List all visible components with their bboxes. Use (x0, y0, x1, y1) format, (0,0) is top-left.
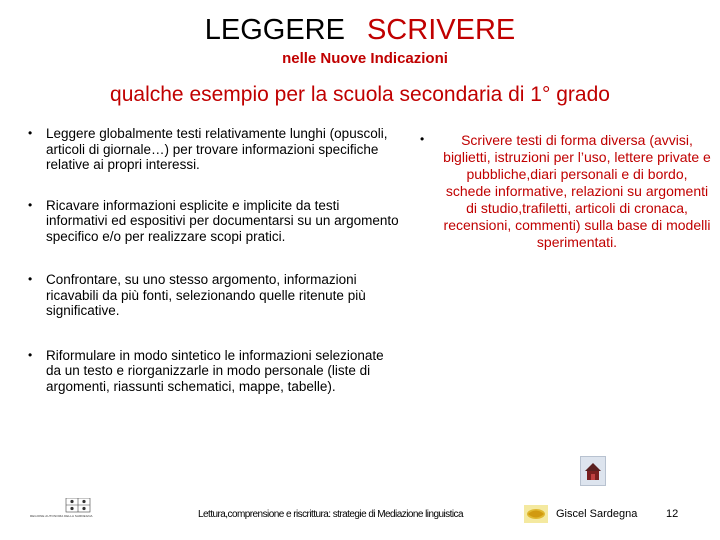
writing-objectives-list (412, 132, 712, 251)
bullet: • (28, 347, 33, 362)
list-item-text: Confrontare, su uno stesso argomento, informazioni ricavabili da più fonti, selezionando quelle ritenute più significative. (46, 272, 366, 318)
reading-objectives-list (22, 126, 402, 394)
home-icon (581, 457, 605, 485)
logo-caption: REGIONE AUTONOMA DELLA SARDEGNA (30, 514, 93, 518)
list-item-text: Ricavare informazioni esplicite e implicite da testi informativi ed espositivi per documentarsi su un argomento specifico e/o per realizzare scopi pratici. (46, 197, 399, 244)
bullet: • (28, 272, 33, 286)
giscel-emblem (524, 505, 548, 523)
list-item-text: Leggere globalmente testi relativamente lunghi (opuscoli, articoli di giornale…) per trovare informazioni specifiche relative ai propri interessi. (46, 126, 388, 172)
list-item (22, 348, 402, 395)
footer-title: Lettura,comprensione e riscrittura: strategie di Mediazione linguistica (198, 509, 463, 520)
list-item-text: Riformulare in modo sintetico le informazioni selezionate da un testo e riorganizzarle in modo personale (liste di argomenti, riassunti schematici, mappe, tabelle). (46, 347, 384, 394)
list-item (22, 198, 402, 245)
page-number: 12 (666, 508, 679, 520)
footer-organization: Giscel Sardegna (556, 508, 638, 520)
bullet: • (28, 197, 33, 212)
region-logo-icon (30, 498, 130, 514)
list-item (22, 272, 402, 319)
bullet: • (420, 132, 425, 146)
home-button[interactable] (580, 456, 606, 486)
giscel-emblem-icon (524, 505, 548, 523)
bullet: • (28, 126, 33, 140)
list-item (412, 132, 712, 251)
slide-title (0, 12, 720, 48)
section-heading: qualche esempio per la scuola secondaria di 1° grado (110, 83, 610, 106)
list-item (22, 126, 402, 173)
title-word-leggere: LEGGERE (204, 14, 345, 46)
list-item-text: Scrivere testi di forma diversa (avvisi, biglietti, istruzioni per l’uso, lettere private e pubbliche,diari personali e di bordo, schede informative, relazioni su argomenti di studio,trafiletti, articoli di cronaca, recensioni, commenti) sulla base di modelli sperimentati. (443, 132, 711, 250)
region-logo (30, 498, 130, 522)
title-word-scrivere: SCRIVERE (366, 14, 516, 46)
slide-subtitle: nelle Nuove Indicazioni (282, 50, 448, 67)
